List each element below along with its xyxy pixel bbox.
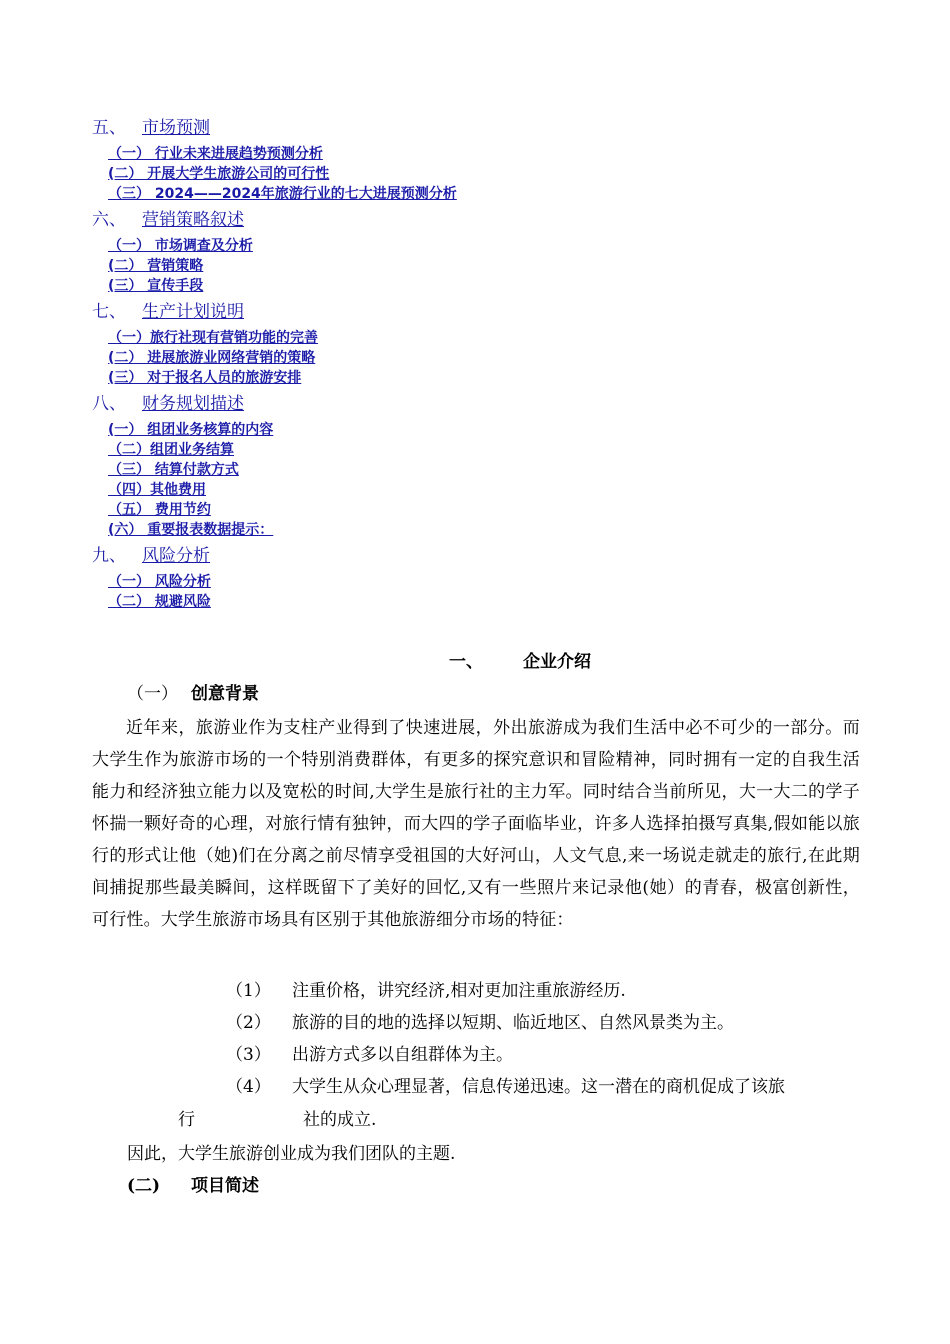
toc-heading-title: 营销策略叙述 xyxy=(142,210,244,230)
toc-heading-title: 生产计划说明 xyxy=(142,302,244,322)
toc-heading-link[interactable] xyxy=(92,392,872,416)
toc-heading-number: 六、 xyxy=(92,210,126,230)
toc-section xyxy=(92,300,872,388)
title-number: 一、 xyxy=(449,652,483,672)
background-paragraph: 近年来，旅游业作为支柱产业得到了快速进展，外出旅游成为我们生活中必不可少的一部分。而大学生作为旅游市场的一个特别消费群体，有更多的探究意识和冒险精神，同时拥有一定的自我生活能力和经济独立能力以及宽松的时间,大学生是旅行社的主力军。同时结合当前所见，大一大二的学子怀揣一颗好奇的心理，对旅行情有独钟，而大四的学子面临毕业，许多人选择拍摄写真集,假如能以旅行的形式让他（她)们在分离之前尽情享受祖国的大好河山，人文气息,来一场说走就走的旅行,在此期间捕捉那些最美瞬间，这样既留下了美好的回忆,又有一些照片来记录他(她）的青春，极富创新性，可行性。大学生旅游市场具有区别于其他旅游细分市场的特征： xyxy=(92,718,860,930)
toc-subitem-link[interactable]: (二） 进展旅游业网络营销的策略 xyxy=(108,350,316,366)
toc-section xyxy=(92,208,872,296)
list-text: 旅游的目的地的选择以短期、临近地区、自然风景类为主。 xyxy=(292,1013,734,1033)
list-item xyxy=(226,1007,866,1039)
toc-heading-link[interactable] xyxy=(92,208,872,232)
toc-subitem-link[interactable]: (二） 营销策略 xyxy=(108,258,204,274)
list-number: （3） xyxy=(226,1045,271,1065)
title-text: 企业介绍 xyxy=(523,652,591,672)
section-heading-background xyxy=(127,682,259,706)
toc-subitem-link[interactable]: (三） 对于报名人员的旅游安排 xyxy=(108,370,302,386)
toc-heading-link[interactable] xyxy=(92,116,872,140)
list-item xyxy=(226,1071,866,1103)
toc-section xyxy=(92,544,872,612)
toc-heading-title: 财务规划描述 xyxy=(142,394,244,414)
toc-section xyxy=(92,116,872,204)
table-of-contents xyxy=(92,116,872,616)
list-item xyxy=(226,975,866,1007)
list-number: （1） xyxy=(226,981,271,1001)
toc-subitem-link[interactable]: （五） 费用节约 xyxy=(108,502,211,518)
toc-subitem-link[interactable]: （二）组团业务结算 xyxy=(108,442,234,458)
list-item xyxy=(226,1039,866,1071)
section-title: 创意背景 xyxy=(191,684,259,704)
list-text: 注重价格，讲究经济,相对更加注重旅游经历. xyxy=(292,981,626,1001)
toc-section xyxy=(92,392,872,540)
section-number: （一） xyxy=(127,684,178,704)
section-heading-overview xyxy=(127,1174,259,1198)
toc-subitem-link[interactable]: (六） 重要报表数据提示： xyxy=(108,522,274,538)
toc-heading-title: 市场预测 xyxy=(142,118,210,138)
section-number: (二) xyxy=(127,1176,161,1196)
toc-subitem-link[interactable]: （三） 2024——2024年旅游行业的七大进展预测分析 xyxy=(108,186,457,202)
toc-subitem-link[interactable]: (二） 开展大学生旅游公司的可行性 xyxy=(108,166,330,182)
page-title xyxy=(0,650,950,674)
list-continuation-b: 社的成立. xyxy=(303,1110,377,1130)
toc-subitem-link[interactable]: （一） 风险分析 xyxy=(108,574,211,590)
conclusion-text: 因此，大学生旅游创业成为我们团队的主题. xyxy=(127,1144,456,1164)
toc-heading-number: 七、 xyxy=(92,302,126,322)
toc-subitem-link[interactable]: （一） 行业未来进展趋势预测分析 xyxy=(108,146,323,162)
toc-subitem-link[interactable]: （一） 市场调查及分析 xyxy=(108,238,253,254)
toc-heading-number: 八、 xyxy=(92,394,126,414)
feature-list xyxy=(226,975,866,1103)
list-continuation-a: 行 xyxy=(178,1110,195,1130)
toc-subitem-link[interactable]: （一）旅行社现有营销功能的完善 xyxy=(108,330,318,346)
toc-heading-title: 风险分析 xyxy=(142,546,210,566)
list-number: （4） xyxy=(226,1077,271,1097)
toc-subitem-link[interactable]: （四）其他费用 xyxy=(108,482,206,498)
toc-subitem-link[interactable]: （二） 规避风险 xyxy=(108,594,211,610)
toc-subitem-link[interactable]: （三） 结算付款方式 xyxy=(108,462,239,478)
list-number: （2） xyxy=(226,1013,271,1033)
toc-subitem-link[interactable]: (一） 组团业务核算的内容 xyxy=(108,422,274,438)
list-text: 大学生从众心理显著，信息传递迅速。这一潜在的商机促成了该旅 xyxy=(292,1077,785,1097)
list-text: 出游方式多以自组群体为主。 xyxy=(292,1045,513,1065)
section-title: 项目简述 xyxy=(191,1176,259,1196)
toc-heading-number: 五、 xyxy=(92,118,126,138)
toc-heading-number: 九、 xyxy=(92,546,126,566)
toc-heading-link[interactable] xyxy=(92,544,872,568)
toc-subitem-link[interactable]: (三） 宣传手段 xyxy=(108,278,204,294)
toc-heading-link[interactable] xyxy=(92,300,872,324)
